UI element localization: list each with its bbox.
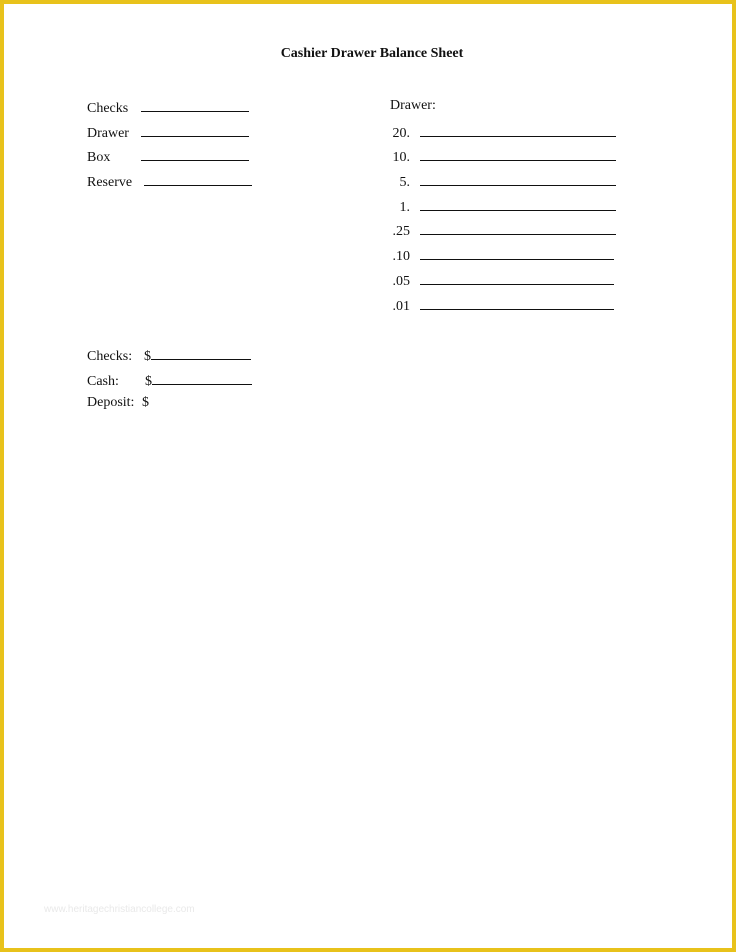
reserve-row — [87, 171, 252, 192]
denomination-label: .01 — [392, 299, 410, 314]
box-line[interactable] — [141, 146, 249, 161]
denomination-line[interactable] — [420, 270, 614, 285]
drawer-line[interactable] — [141, 122, 249, 137]
denomination-line[interactable] — [420, 146, 616, 161]
reserve-label: Reserve — [87, 175, 133, 190]
denomination-line[interactable] — [420, 295, 614, 310]
denomination-row-1 — [382, 196, 616, 217]
denomination-line[interactable] — [420, 196, 616, 211]
denomination-row-20 — [382, 122, 616, 143]
drawer-label: Drawer — [87, 126, 129, 141]
denomination-line[interactable] — [420, 245, 614, 260]
total-checks-row — [87, 345, 251, 366]
drawer-row — [87, 122, 249, 143]
box-label: Box — [87, 150, 111, 165]
currency-symbol: $ — [142, 395, 149, 410]
denomination-row-05 — [382, 270, 614, 291]
total-checks-label: Checks: — [87, 349, 133, 364]
total-cash-row — [87, 370, 252, 391]
checks-label: Checks — [87, 101, 129, 116]
denomination-label: 20. — [392, 126, 410, 141]
total-deposit-label: Deposit: — [87, 395, 135, 410]
total-cash-label: Cash: — [87, 374, 119, 389]
currency-symbol: $ — [144, 349, 151, 364]
denomination-label: .25 — [392, 224, 410, 239]
denomination-line[interactable] — [420, 171, 616, 186]
drawer-heading: Drawer: — [390, 98, 436, 113]
box-row — [87, 146, 249, 167]
checks-row — [87, 97, 249, 118]
denomination-row-25 — [382, 220, 616, 241]
denomination-row-10c — [382, 245, 614, 266]
denomination-label: 10. — [392, 150, 410, 165]
denomination-line[interactable] — [420, 122, 616, 137]
denomination-line[interactable] — [420, 220, 616, 235]
reserve-line[interactable] — [144, 171, 252, 186]
denomination-label: .05 — [392, 274, 410, 289]
denomination-label: 5. — [399, 175, 410, 190]
checks-line[interactable] — [141, 97, 249, 112]
currency-symbol: $ — [145, 374, 152, 389]
total-checks-line[interactable] — [151, 345, 251, 360]
page-title: Cashier Drawer Balance Sheet — [280, 46, 464, 61]
total-cash-line[interactable] — [152, 370, 252, 385]
denomination-row-5 — [382, 171, 616, 192]
denomination-row-10 — [382, 146, 616, 167]
watermark-text: www.heritagechristiancollege.com — [44, 904, 195, 915]
total-deposit-row — [87, 394, 149, 412]
denomination-label: 1. — [399, 200, 410, 215]
denomination-label: .10 — [392, 249, 410, 264]
denomination-row-01 — [382, 295, 614, 316]
